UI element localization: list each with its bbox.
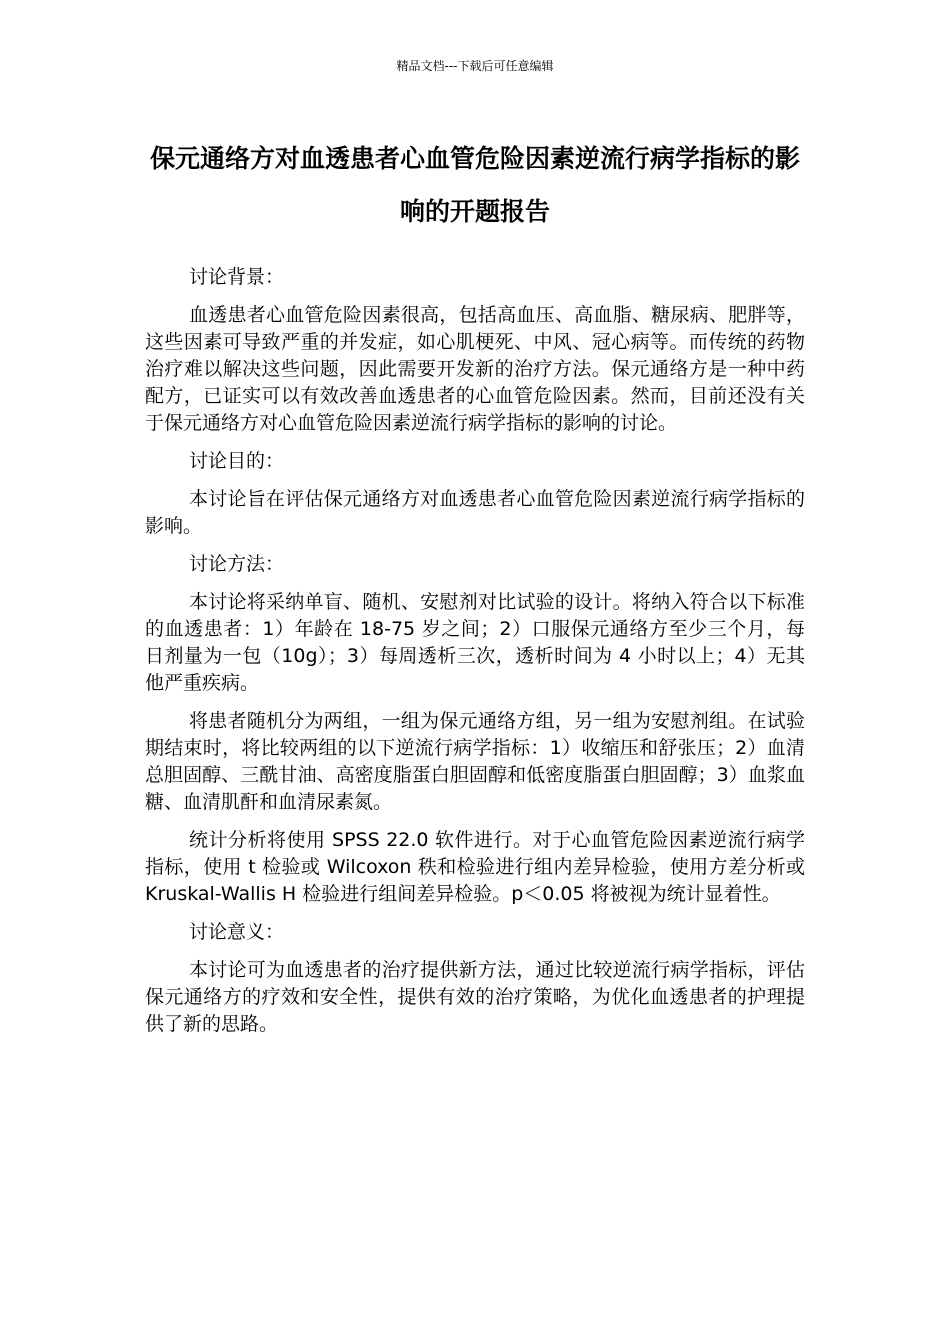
paragraph-methods-statistics: 统计分析将使用 SPSS 22.0 软件进行。对于心血管危险因素逆流行病学指标，使用 t 检验或 Wilcoxon 秩和检验进行组内差异检验，使用方差分析或 Kruskal-Wallis H 检验进行组间差异检验。p＜0.05 将被视为统计显着性。 [145, 829, 805, 905]
document-body [145, 264, 805, 1049]
section-heading-significance: 讨论意义： [189, 921, 285, 943]
section-heading-methods: 讨论方法： [189, 553, 285, 575]
paragraph-methods-grouping: 将患者随机分为两组，一组为保元通络方组，另一组为安慰剂组。在试验期结束时，将比较两组的以下逆流行病学指标：1）收缩压和舒张压；2）血清总胆固醇、三酰甘油、高密度脂蛋白胆固醇和低密度脂蛋白胆固醇；3）血浆血糖、血清肌酐和血清尿素氮。 [145, 710, 805, 813]
paragraph-purpose: 本讨论旨在评估保元通络方对血透患者心血管危险因素逆流行病学指标的影响。 [145, 488, 805, 537]
paragraph-significance: 本讨论可为血透患者的治疗提供新方法，通过比较逆流行病学指标，评估保元通络方的疗效和安全性，提供有效的治疗策略，为优化血透患者的护理提供了新的思路。 [145, 959, 805, 1035]
section-heading-background: 讨论背景： [189, 266, 285, 288]
paragraph-methods-design: 本讨论将采纳单盲、随机、安慰剂对比试验的设计。将纳入符合以下标准的血透患者：1）年龄在 18-75 岁之间；2）口服保元通络方至少三个月，每日剂量为一包（10g）；3）每周透析三次，透析时间为 4 小时以上；4）无其他严重疾病。 [145, 591, 805, 694]
section-heading-purpose: 讨论目的： [189, 450, 285, 472]
paragraph-background: 血透患者心血管危险因素很高，包括高血压、高血脂、糖尿病、肥胖等，这些因素可导致严重的并发症，如心肌梗死、中风、冠心病等。而传统的药物治疗难以解决这些问题，因此需要开发新的治疗方法。保元通络方是一种中药配方，已证实可以有效改善血透患者的心血管危险因素。然而，目前还没有关于保元通络方对心血管危险因素逆流行病学指标的影响的讨论。 [145, 304, 805, 434]
header-note: 精品文档---下载后可任意编辑 [396, 59, 554, 73]
document-title: 保元通络方对血透患者心血管危险因素逆流行病学指标的影响的开题报告 [149, 144, 800, 226]
